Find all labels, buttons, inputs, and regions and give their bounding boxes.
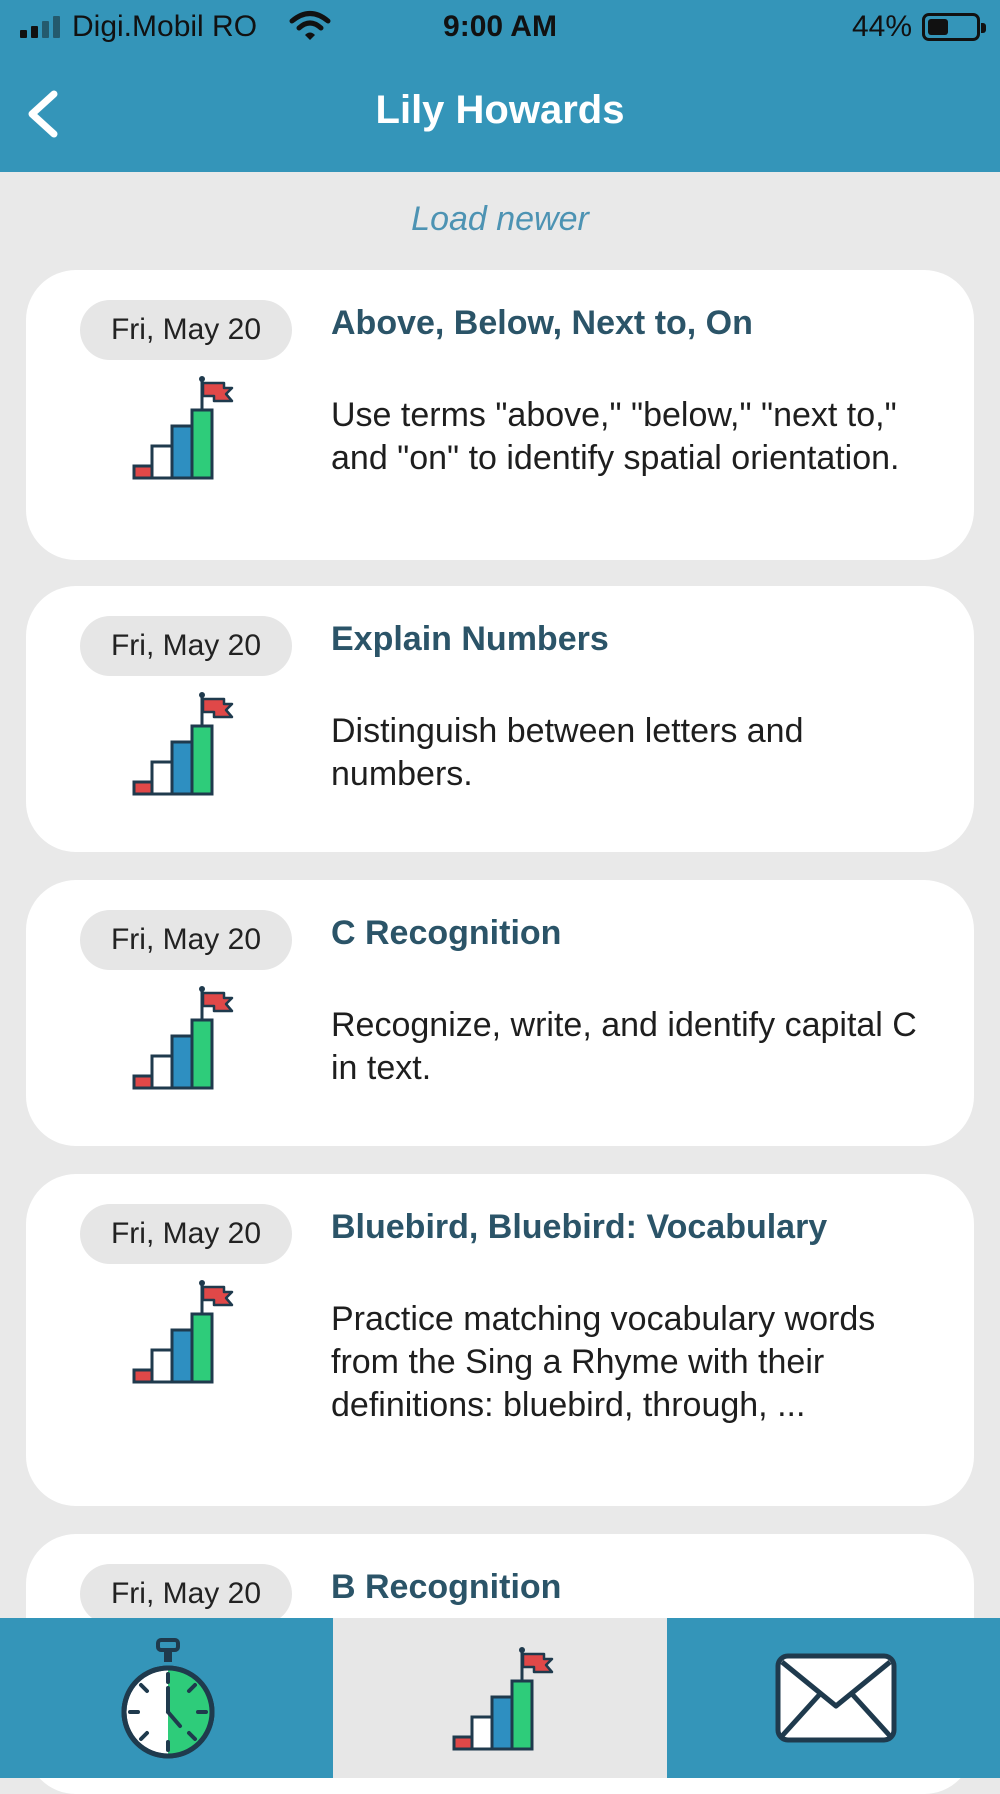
date-badge: Fri, May 20 — [80, 910, 292, 970]
battery-icon — [922, 13, 980, 41]
progress-steps-flag-icon — [126, 984, 236, 1094]
envelope-icon — [774, 1652, 898, 1744]
progress-steps-flag-icon — [126, 374, 236, 484]
activity-title: B Recognition — [331, 1568, 562, 1606]
activity-description: Recognize, write, and identify capital C in text. — [331, 1006, 917, 1087]
activity-description: Distinguish between letters and numbers. — [331, 712, 804, 793]
tab-timer[interactable] — [0, 1618, 333, 1778]
progress-steps-flag-icon — [126, 1278, 236, 1388]
tab-progress[interactable] — [333, 1618, 666, 1778]
bottom-navigation — [0, 1618, 1000, 1778]
activity-description: Use terms "above," "below," "next to," and "on" to identify spatial orientation. — [331, 396, 900, 477]
activity-title: Explain Numbers — [331, 620, 609, 658]
activity-card[interactable] — [26, 880, 974, 1146]
date-badge: Fri, May 20 — [80, 1564, 292, 1624]
battery-percentage: 44% — [851, 10, 912, 43]
progress-steps-flag-icon — [446, 1640, 556, 1760]
activity-description: Practice matching vocabulary words from the Sing a Rhyme with their definitions: bluebird, through, ... — [331, 1300, 876, 1424]
status-time: 9:00 AM — [443, 10, 557, 43]
activity-title: C Recognition — [331, 914, 562, 952]
app-header — [0, 0, 1000, 172]
page-title: Lily Howards — [375, 88, 625, 132]
stopwatch-icon — [118, 1636, 218, 1766]
activity-title: Above, Below, Next to, On — [331, 304, 753, 342]
date-badge: Fri, May 20 — [80, 616, 292, 676]
tab-messages[interactable] — [667, 1618, 1000, 1778]
activity-card[interactable] — [26, 270, 974, 560]
progress-steps-flag-icon — [126, 690, 236, 800]
activity-title: Bluebird, Bluebird: Vocabulary — [331, 1208, 828, 1246]
activity-card[interactable] — [26, 586, 974, 852]
date-badge: Fri, May 20 — [80, 300, 292, 360]
load-newer-link[interactable]: Load newer — [411, 200, 589, 238]
date-badge: Fri, May 20 — [80, 1204, 292, 1264]
activity-card[interactable] — [26, 1174, 974, 1506]
carrier-name: Digi.Mobil RO — [72, 10, 258, 43]
status-bar — [0, 0, 1000, 56]
activity-feed — [0, 260, 1000, 1610]
